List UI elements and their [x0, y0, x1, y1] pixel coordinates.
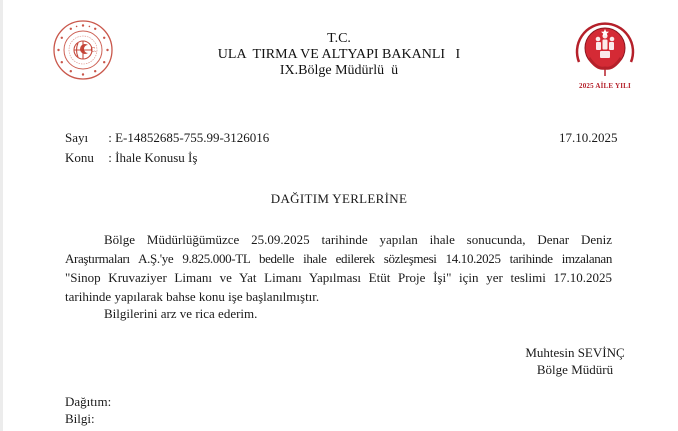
document-page [3, 0, 678, 431]
sayi-label: Sayı [65, 130, 89, 145]
distribution-title: DAĞITIM YERLERİNE [270, 191, 408, 206]
sayi-value: : E-14852685-755.99-3126016 [108, 130, 270, 145]
bilgi-label: Bilgi: [65, 411, 95, 426]
seal-icon [52, 19, 114, 81]
closing-sentence: Bilgilerini arz ve rica ederim. [104, 306, 258, 321]
signatory-title: Bölge Müdürü [536, 362, 614, 377]
signatory-name: Muhtesin SEVİNÇ [525, 345, 625, 360]
document-date: 17.10.2025 [559, 130, 618, 145]
sayi-row [65, 130, 269, 146]
body-line-1: Bölge Müdürlüğümüzce 25.09.2025 tarihinde yapılan ihale sonucunda, Denar Deniz [104, 232, 612, 247]
signature-block [515, 344, 635, 378]
body-line-3: "Sinop Kruvaziyer Limanı ve Yat Limanı Yapılması Etüt Proje İşi" için yer teslimi 17.10.2025 [65, 270, 612, 285]
header-ministry: ULA TIRMA VE ALTYAPI BAKANLI I [217, 47, 461, 62]
family-year-caption: 2025 AİLE YILI [579, 82, 631, 90]
body-line-4: tarihinde yapılarak bahse konu işe başlanılmıştır. [65, 289, 320, 304]
document-header [153, 31, 525, 79]
svg-text:C.: C. [90, 47, 97, 54]
konu-value: : İhale Konusu İş [108, 150, 198, 165]
body-line-2: Araştırmaları A.Ş.'ye 9.825.000-TL bedelle ihale edilerek sözleşmesi 14.10.2025 tarihinde imzalanan [65, 251, 612, 266]
konu-label: Konu [65, 150, 94, 165]
dagitim-label: Dağıtım: [65, 394, 112, 409]
konu-row [65, 150, 197, 166]
document-body [65, 230, 612, 306]
header-directorate: IX.Bölge Müdürlü ü [279, 63, 399, 78]
family-year-logo [567, 18, 643, 98]
family-emblem-icon [567, 18, 643, 82]
header-tc: T.C. [327, 31, 351, 46]
ministry-seal-logo [52, 19, 114, 81]
